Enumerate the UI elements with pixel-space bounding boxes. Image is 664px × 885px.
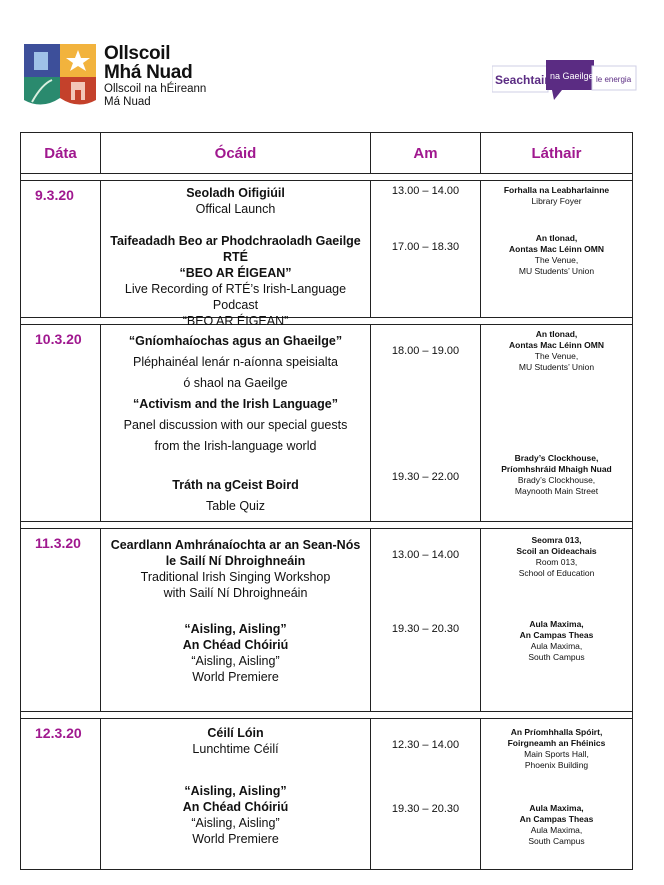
- event-line: le Sailí Ní Dhroighneáin: [165, 554, 306, 568]
- time-cell: [371, 181, 481, 318]
- table-header-row: [21, 133, 633, 174]
- event-location: [481, 453, 632, 497]
- event-location: [481, 233, 632, 277]
- location-line: Maynooth Main Street: [514, 486, 599, 496]
- event-line: ó shaol na Gaeilge: [183, 376, 288, 390]
- event-time: 18.00 – 19.00: [391, 345, 460, 357]
- header-event: Ócáid: [101, 133, 371, 174]
- event-cell: [101, 181, 371, 328]
- location-line: Aontas Mac Léinn OMN: [509, 340, 604, 350]
- location-line: Aula Maxima,: [530, 641, 583, 651]
- uni-sub-line2: Má Nuad: [104, 96, 151, 108]
- event-description: [101, 475, 370, 517]
- event-location: [481, 535, 632, 579]
- event-time: 19.30 – 20.30: [391, 623, 460, 635]
- event-time: 12.30 – 14.00: [391, 739, 460, 751]
- location-line: South Campus: [528, 652, 585, 662]
- location-line: Forhalla na Leabharlainne: [503, 185, 610, 195]
- university-name: [104, 44, 206, 108]
- uni-sub-line1: Ollscoil na hÉireann: [104, 83, 207, 95]
- row-date: 9.3.20: [21, 181, 101, 318]
- row-date: 10.3.20: [21, 325, 101, 522]
- event-line: “BEO AR ÉIGEAN”: [179, 266, 292, 280]
- event-description: [101, 233, 370, 329]
- event-line: Live Recording of RTÉ’s Irish-Language Podcast: [124, 282, 347, 312]
- event-line: Tráth na gCeist Boird: [172, 478, 299, 492]
- logo-word1: Seachtain: [495, 73, 552, 87]
- table-row: [21, 719, 633, 870]
- event-line: Pléphainéal lenár n-aíonna speisialta: [132, 355, 338, 369]
- event-line: “Aisling, Aisling”: [184, 622, 287, 636]
- location-line: Brady’s Clockhouse,: [517, 475, 596, 485]
- event-line: “Aisling, Aisling”: [184, 784, 287, 798]
- event-line: Offical Launch: [195, 202, 276, 216]
- event-line: An Chéad Chóiriú: [182, 800, 289, 814]
- location-cell: [481, 181, 633, 318]
- event-line: “Gníomhaíochas agus an Ghaeilge”: [128, 334, 343, 348]
- event-line: Taifeadadh Beo ar Phodchraoladh Gaeilge RTÉ: [110, 234, 361, 264]
- location-line: Seomra 013,: [531, 535, 582, 545]
- header-date: Dáta: [21, 133, 101, 174]
- event-cell: [101, 529, 371, 712]
- uni-name-line1: Ollscoil: [104, 43, 171, 64]
- location-line: MU Students’ Union: [518, 266, 595, 276]
- event-description: [101, 725, 370, 757]
- location-line: An tIonad,: [535, 233, 578, 243]
- page-header: [0, 0, 664, 130]
- location-line: The Venue,: [534, 351, 579, 361]
- seachtain-na-gaeilge-logo-icon: [492, 60, 638, 104]
- event-location: [481, 185, 632, 207]
- event-time: 19.30 – 20.30: [391, 803, 460, 815]
- table-row: [21, 181, 633, 318]
- table-row: [21, 529, 633, 712]
- event-line: “Activism and the Irish Language”: [133, 397, 338, 411]
- location-line: Brady’s Clockhouse,: [514, 453, 599, 463]
- event-line: from the Irish-language world: [154, 439, 317, 453]
- time-cell: [371, 325, 481, 522]
- location-line: An Campas Theas: [519, 630, 594, 640]
- event-location: [481, 803, 632, 847]
- event-line: An Chéad Chóiriú: [182, 638, 289, 652]
- event-line: Lunchtime Céilí: [192, 742, 279, 756]
- table-row: [21, 325, 633, 522]
- event-description: [101, 331, 370, 457]
- location-cell: [481, 325, 633, 522]
- event-description: [101, 537, 370, 601]
- location-cell: [481, 719, 633, 870]
- event-line: World Premiere: [192, 670, 279, 684]
- header-time: Am: [371, 133, 481, 174]
- location-line: MU Students’ Union: [518, 362, 595, 372]
- event-line: “Aisling, Aisling”: [191, 654, 280, 668]
- location-line: An Príomhhalla Spóirt,: [510, 727, 603, 737]
- event-line: Traditional Irish Singing Workshop: [140, 570, 331, 584]
- header-location: Láthair: [481, 133, 633, 174]
- event-line: World Premiere: [192, 832, 279, 846]
- university-crest-icon: [24, 44, 96, 110]
- logo-word3: le energia: [596, 75, 632, 84]
- location-line: Aontas Mac Léinn OMN: [509, 244, 604, 254]
- location-line: Main Sports Hall,: [524, 749, 589, 759]
- time-cell: [371, 529, 481, 712]
- event-description: [101, 185, 370, 217]
- location-line: Phoenix Building: [524, 760, 589, 770]
- location-cell: [481, 529, 633, 712]
- event-time: 17.00 – 18.30: [391, 241, 460, 253]
- location-line: An tIonad,: [535, 329, 578, 339]
- logo-word2: na Gaeilge: [550, 71, 594, 81]
- event-line: with Sailí Ní Dhroighneáin: [163, 586, 308, 600]
- location-line: School of Education: [518, 568, 595, 578]
- row-date: 12.3.20: [21, 719, 101, 870]
- event-location: [481, 329, 632, 373]
- location-line: Aula Maxima,: [530, 825, 583, 835]
- uni-name-line2: Mhá Nuad: [104, 62, 193, 83]
- location-line: An Campas Theas: [519, 814, 594, 824]
- location-line: Foirgneamh an Fhéinics: [507, 738, 606, 748]
- event-location: [481, 727, 632, 771]
- event-cell: [101, 719, 371, 870]
- schedule-rows: [21, 181, 633, 870]
- event-description: [101, 621, 370, 685]
- location-line: Library Foyer: [531, 196, 582, 206]
- location-line: Aula Maxima,: [529, 803, 584, 813]
- schedule-table: [20, 132, 633, 870]
- location-line: Príomhshráid Mhaigh Nuad: [501, 464, 612, 474]
- location-line: Aula Maxima,: [529, 619, 584, 629]
- event-description: [101, 783, 370, 847]
- event-time: 13.00 – 14.00: [391, 549, 460, 561]
- event-line: Panel discussion with our special guests: [123, 418, 348, 432]
- event-line: Seoladh Oifigiúil: [186, 186, 285, 200]
- location-line: Room 013,: [535, 557, 578, 567]
- event-location: [481, 619, 632, 663]
- event-line: Céilí Lóin: [207, 726, 264, 740]
- time-cell: [371, 719, 481, 870]
- event-time: 19.30 – 22.00: [391, 471, 460, 483]
- row-date: 11.3.20: [21, 529, 101, 712]
- location-line: Scoil an Oideachais: [516, 546, 597, 556]
- event-line: “Aisling, Aisling”: [191, 816, 280, 830]
- event-line: Table Quiz: [205, 499, 266, 513]
- event-line: “BEO AR ÉIGEAN”: [182, 314, 289, 328]
- event-cell: [101, 325, 371, 522]
- event-time: 13.00 – 14.00: [391, 185, 460, 197]
- location-line: South Campus: [528, 836, 585, 846]
- event-line: Ceardlann Amhránaíochta ar an Sean-Nós: [110, 538, 361, 552]
- location-line: The Venue,: [534, 255, 579, 265]
